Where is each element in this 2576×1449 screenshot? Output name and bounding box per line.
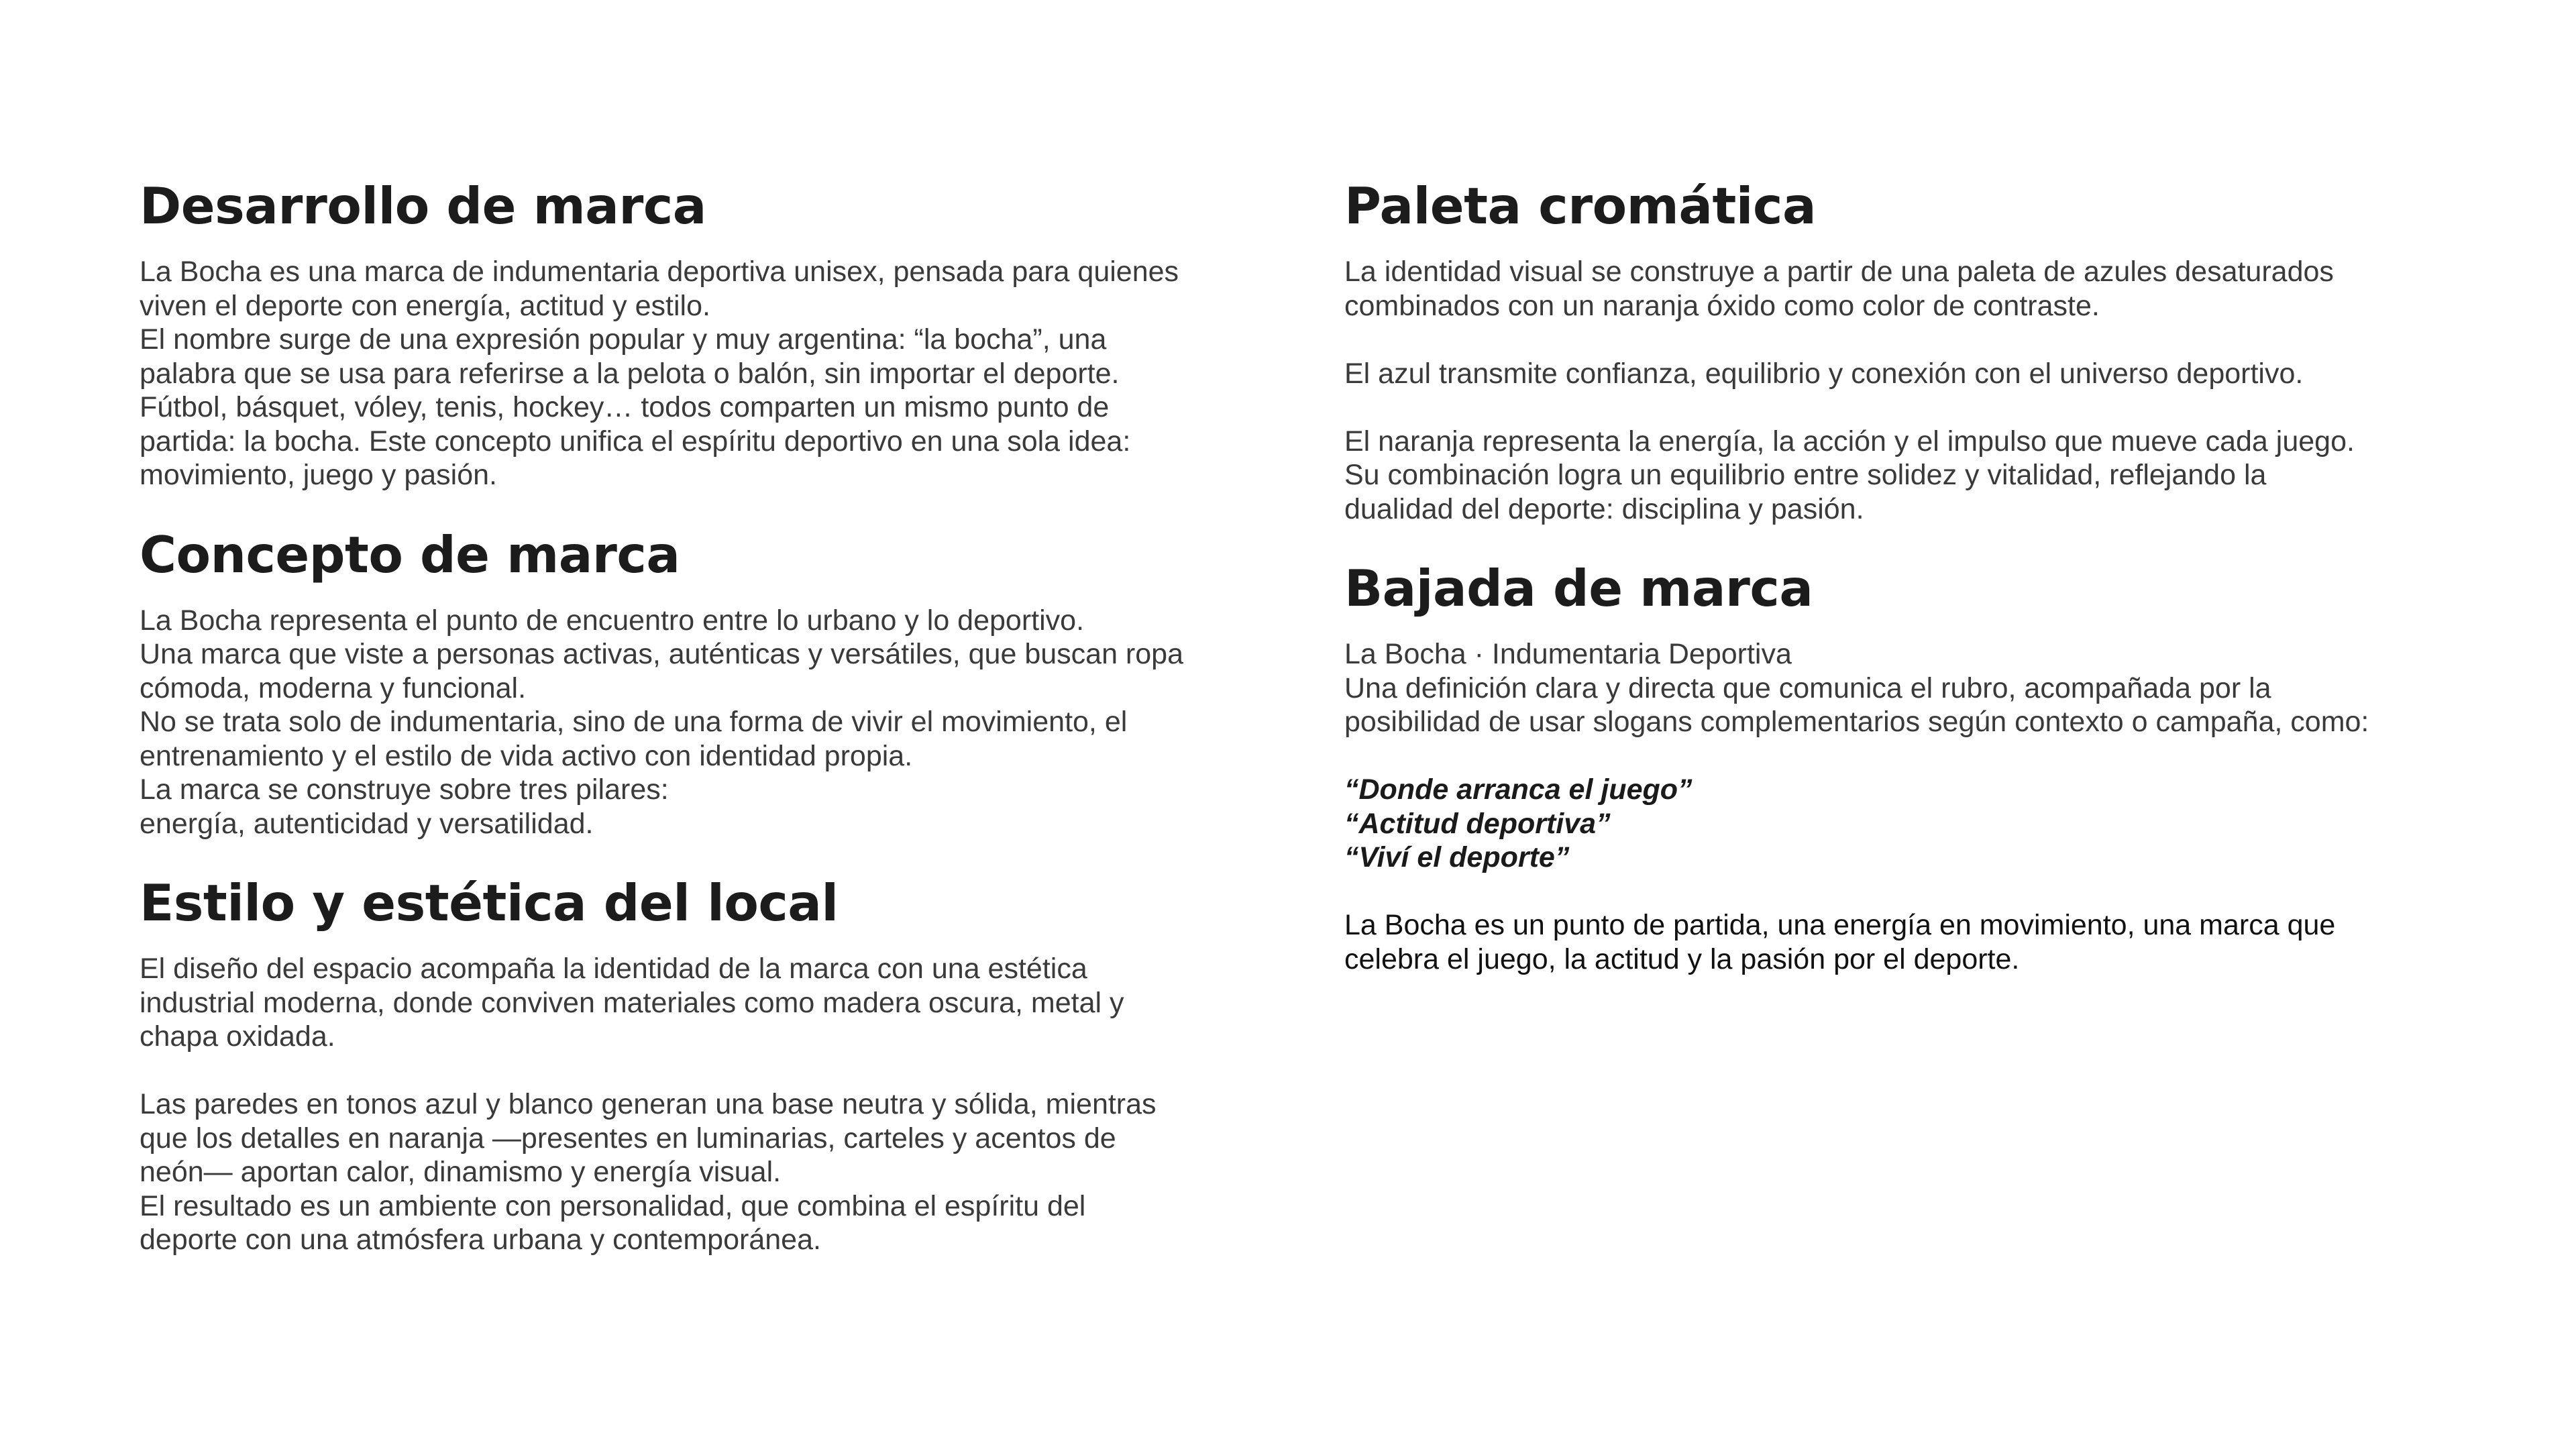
paragraph-line: chapa oxidada.	[140, 1020, 335, 1053]
section-body	[140, 604, 1293, 841]
section-desarrollo-de-marca	[140, 176, 1293, 492]
paragraph-line: dualidad del deporte: disciplina y pasión.	[1344, 492, 1864, 525]
section-title: Bajada de marca	[1344, 559, 1813, 618]
paragraph-line: El azul transmite confianza, equilibrio y conexión con el universo deportivo.	[1344, 357, 2304, 390]
paragraph-line: viven el deporte con energía, actitud y estilo.	[140, 289, 710, 322]
paragraph-line: Una definición clara y directa que comunica el rubro, acompañada por la	[1344, 672, 2271, 704]
paragraph-line: El diseño del espacio acompaña la identidad de la marca con una estética	[140, 953, 1087, 985]
paragraph-line: Las paredes en tonos azul y blanco generan una base neutra y sólida, mientras	[140, 1088, 1157, 1120]
paragraph-line: La identidad visual se construye a partir de una paleta de azules desaturados	[1344, 256, 2334, 288]
section-body	[1344, 637, 2512, 976]
section-concepto-de-marca	[140, 525, 1293, 841]
paragraph-line: Fútbol, básquet, vóley, tenis, hockey… todos comparten un mismo punto de	[140, 391, 1110, 423]
paragraph-line: que los detalles en naranja —presentes en luminarias, carteles y acentos de	[140, 1122, 1116, 1155]
paragraph-line: partida: la bocha. Este concepto unifica el espíritu deportivo en una sola idea:	[140, 425, 1131, 458]
section-paleta-cromatica	[1344, 176, 2512, 526]
section-title: Desarrollo de marca	[140, 176, 706, 235]
paragraph-line: El resultado es un ambiente con personalidad, que combina el espíritu del	[140, 1189, 1086, 1222]
paragraph-spacer	[1344, 875, 2512, 909]
paragraph-line: Su combinación logra un equilibrio entre solidez y vitalidad, reflejando la	[1344, 459, 2267, 491]
paragraph-line: entrenamiento y el estilo de vida activo con identidad propia.	[140, 739, 913, 772]
slogan: “Donde arranca el juego”	[1344, 773, 1693, 806]
left-column	[140, 176, 1293, 1289]
section-bajada-de-marca	[1344, 558, 2512, 976]
right-column	[1344, 176, 2512, 1008]
paragraph-line: energía, autenticidad y versatilidad.	[140, 807, 594, 840]
paragraph-line: El naranja representa la energía, la acción y el impulso que mueve cada juego.	[1344, 425, 2355, 458]
paragraph-spacer	[1344, 739, 2512, 773]
closing-statement: celebra el juego, la actitud y la pasión por el deporte.	[1344, 943, 2020, 975]
paragraph-line: movimiento, juego y pasión.	[140, 459, 498, 491]
slogan: “Viví el deporte”	[1344, 841, 1570, 873]
paragraph-line: neón— aportan calor, dinamismo y energía visual.	[140, 1156, 782, 1188]
paragraph-spacer	[1344, 323, 2512, 357]
paragraph-line: La marca se construye sobre tres pilares:	[140, 773, 669, 806]
paragraph-line: La Bocha es una marca de indumentaria deportiva unisex, pensada para quienes	[140, 256, 1179, 288]
paragraph-line: El nombre surge de una expresión popular y muy argentina: “la bocha”, una	[140, 323, 1107, 356]
paragraph-line: cómoda, moderna y funcional.	[140, 672, 527, 704]
paragraph-line: Una marca que viste a personas activas, auténticas y versátiles, que buscan ropa	[140, 638, 1183, 670]
paragraph-line: industrial moderna, donde conviven materiales como madera oscura, metal y	[140, 986, 1124, 1019]
closing-statement: La Bocha es un punto de partida, una energía en movimiento, una marca que	[1344, 909, 2336, 941]
section-body	[140, 255, 1293, 492]
paragraph-spacer	[140, 1054, 1293, 1088]
paragraph-spacer	[1344, 390, 2512, 425]
paragraph-line: deporte con una atmósfera urbana y contemporánea.	[140, 1224, 821, 1256]
section-title: Paleta cromática	[1344, 176, 1817, 235]
paragraph-line: combinados con un naranja óxido como color de contraste.	[1344, 289, 2100, 322]
slogan: “Actitud deportiva”	[1344, 807, 1611, 840]
section-body	[140, 952, 1293, 1257]
paragraph-line: posibilidad de usar slogans complementarios según contexto o campaña, como:	[1344, 706, 2369, 738]
section-estilo-y-estetica	[140, 873, 1293, 1257]
paragraph-line: La Bocha representa el punto de encuentro entre lo urbano y lo deportivo.	[140, 604, 1085, 637]
paragraph-line: La Bocha · Indumentaria Deportiva	[1344, 638, 1792, 670]
paragraph-line: palabra que se usa para referirse a la pelota o balón, sin importar el deporte.	[140, 357, 1120, 390]
section-title: Concepto de marca	[140, 525, 680, 584]
section-body	[1344, 255, 2512, 526]
section-title: Estilo y estética del local	[140, 873, 839, 932]
paragraph-line: No se trata solo de indumentaria, sino de una forma de vivir el movimiento, el	[140, 706, 1128, 738]
